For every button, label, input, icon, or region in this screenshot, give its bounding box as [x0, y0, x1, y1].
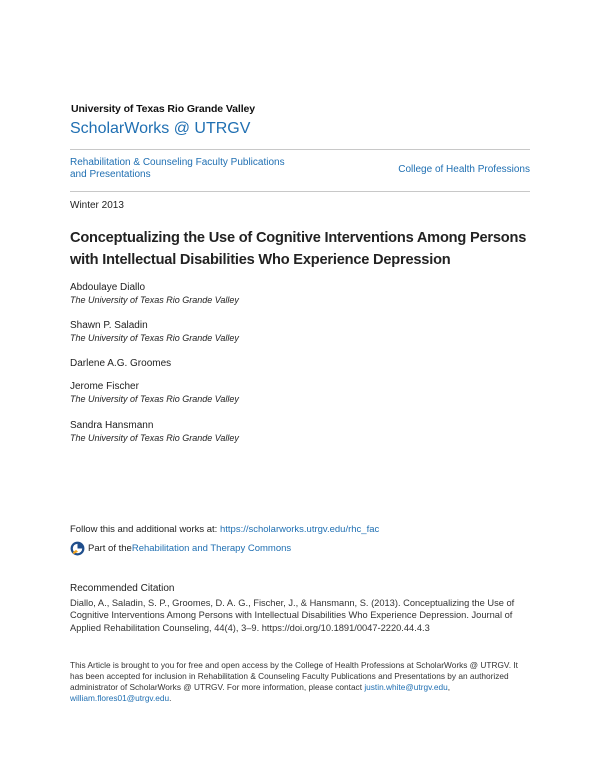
follow-link[interactable]: https://scholarworks.utrgv.edu/rhc_fac — [219, 524, 380, 535]
citation-heading: Recommended Citation — [70, 583, 175, 594]
notice-text: This Article is brought to you for free and open access by the College of Health Professions at ScholarWorks @ UTRGV. It has been accepted for inclusion in Rehabilitation & Counseling Faculty Publications and Presentations by an authorized administrator of ScholarWorks @ UTRGV. For more information, please contact — [70, 660, 518, 692]
author-name: Jerome Fischer — [70, 381, 139, 393]
access-notice — [70, 660, 532, 704]
publication-date: Winter 2013 — [70, 200, 124, 211]
author-name: Darlene A.G. Groomes — [70, 358, 172, 370]
author-affiliation: The University of Texas Rio Grande Valley — [70, 333, 239, 344]
author-name: Sandra Hansmann — [70, 419, 154, 431]
contact-email-link[interactable]: justin.white@utrgv.edu — [364, 682, 448, 692]
series-link[interactable]: Rehabilitation & Counseling Faculty Publications and Presentations — [70, 157, 285, 180]
article-title: Conceptualizing the Use of Cognitive Interventions Among Persons with Intellectual Disabilities Who Experience Depression — [70, 230, 527, 268]
notice-end: . — [169, 693, 172, 703]
part-of-line — [70, 541, 291, 556]
author-entry — [70, 320, 530, 358]
follow-line — [70, 524, 379, 535]
notice-separator: , — [447, 682, 451, 692]
author-list — [70, 282, 530, 458]
repository-link[interactable]: ScholarWorks @ UTRGV — [70, 120, 251, 137]
college-link[interactable]: College of Health Professions — [398, 164, 530, 175]
network-icon — [70, 541, 85, 556]
author-affiliation: The University of Texas Rio Grande Valley — [70, 394, 239, 405]
contact-email-link[interactable]: william.flores01@utrgv.edu — [70, 693, 170, 703]
author-name: Shawn P. Saladin — [70, 320, 148, 332]
author-entry — [70, 420, 530, 458]
author-affiliation: The University of Texas Rio Grande Valley — [70, 295, 239, 305]
divider-top — [70, 149, 530, 150]
author-name: Abdoulaye Diallo — [70, 282, 146, 293]
author-affiliation: The University of Texas Rio Grande Valley — [70, 432, 239, 443]
institution-name: University of Texas Rio Grande Valley — [71, 103, 256, 115]
author-entry — [70, 282, 530, 320]
author-entry — [70, 358, 530, 381]
commons-link[interactable]: Rehabilitation and Therapy Commons — [131, 543, 292, 554]
part-of-label: Part of the — [88, 543, 132, 554]
follow-label: Follow this and additional works at: — [70, 524, 220, 535]
divider-bottom — [70, 191, 530, 192]
citation-text: Diallo, A., Saladin, S. P., Groomes, D. A. G., Fischer, J., & Hansmann, S. (2013). Conceptualizing the Use of Cognitive Interventions Among Persons with Intellectual Disabilities Who Experience Depression. Journal of Applied Rehabilitation Counseling, 44(4), 3–9. https://doi.org/10.1891/0047-2220.44.4.3 — [70, 598, 515, 633]
author-entry — [70, 381, 530, 419]
